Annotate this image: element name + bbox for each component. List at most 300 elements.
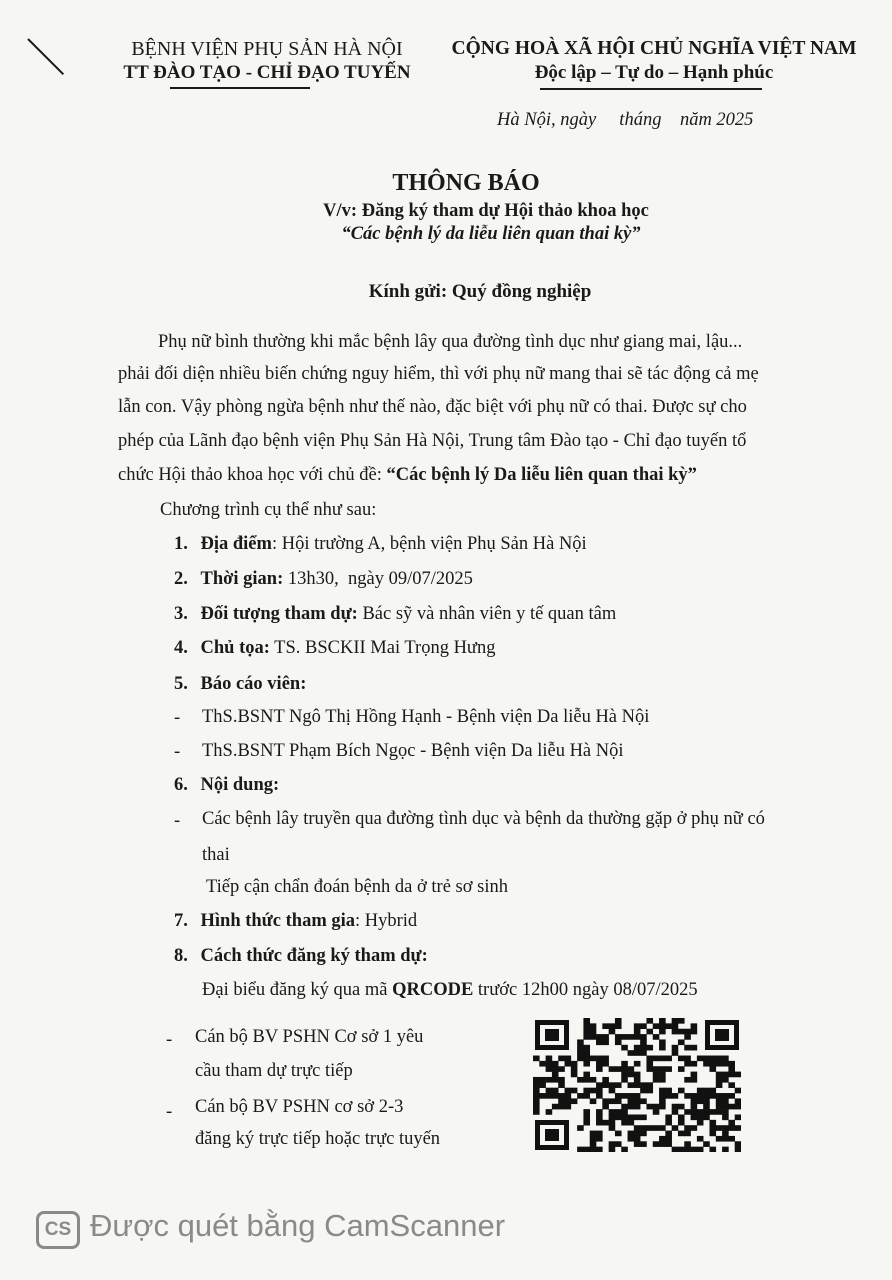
qr-module: [634, 1023, 641, 1029]
qr-module: [646, 1104, 653, 1110]
qr-module: [691, 1045, 698, 1051]
qr-module: [684, 1093, 691, 1099]
qr-module: [684, 1147, 691, 1152]
qr-module: [583, 1018, 590, 1024]
qr-module: [735, 1147, 741, 1152]
qr-module: [539, 1061, 546, 1067]
qr-module: [628, 1136, 635, 1142]
item-number: 1.: [174, 534, 188, 554]
qr-module: [552, 1093, 559, 1099]
qr-module: [571, 1072, 578, 1078]
qr-module: [590, 1141, 597, 1147]
qr-module: [709, 1147, 716, 1152]
qr-module: [646, 1045, 653, 1051]
qr-module: [596, 1147, 603, 1152]
qr-module: [653, 1072, 660, 1078]
qr-module: [691, 1147, 698, 1152]
qr-module: [665, 1114, 672, 1120]
qr-module: [678, 1147, 685, 1152]
document-date: Hà Nội, ngày tháng năm 2025: [497, 110, 754, 130]
qr-module: [703, 1109, 710, 1115]
qr-module: [672, 1018, 679, 1024]
qr-module: [533, 1056, 540, 1062]
qr-module: [640, 1141, 647, 1147]
qr-module: [691, 1125, 698, 1131]
qr-module: [659, 1072, 666, 1078]
qr-module: [722, 1098, 729, 1104]
qr-module: [621, 1114, 628, 1120]
qr-module: [565, 1104, 572, 1110]
qr-module: [596, 1034, 603, 1040]
item-number: 7.: [174, 911, 188, 931]
qr-module: [722, 1061, 729, 1067]
qr-module: [659, 1056, 666, 1062]
item-label: Nội dung:: [200, 775, 280, 795]
org-underline: [170, 87, 310, 89]
qr-module: [615, 1039, 622, 1045]
qr-module: [596, 1093, 603, 1099]
qr-module: [577, 1050, 584, 1056]
qr-module: [609, 1141, 616, 1147]
qr-module: [722, 1072, 729, 1078]
qr-module: [621, 1109, 628, 1115]
qr-module: [609, 1029, 616, 1035]
qr-module: [533, 1098, 540, 1104]
qr-module: [640, 1131, 647, 1137]
qr-module: [628, 1082, 635, 1088]
qr-module: [596, 1088, 603, 1094]
qr-module: [735, 1125, 741, 1131]
qr-module: [659, 1029, 666, 1035]
qr-module: [665, 1056, 672, 1062]
speaker-dash: -: [174, 708, 181, 728]
qr-module: [539, 1077, 546, 1083]
qr-module: [735, 1072, 741, 1078]
qr-module: [602, 1104, 609, 1110]
qr-module: [615, 1093, 622, 1099]
item-audience: [174, 603, 616, 625]
qr-module: [697, 1114, 704, 1120]
item-label: Đối tượng tham dự:: [200, 604, 358, 624]
qr-module: [678, 1066, 685, 1072]
speaker-2: ThS.BSNT Phạm Bích Ngọc - Bệnh viện Da liễu Hà Nội: [202, 741, 624, 761]
qr-module: [716, 1082, 723, 1088]
qr-module: [609, 1066, 616, 1072]
qr-module: [565, 1061, 572, 1067]
qr-module: [640, 1125, 647, 1131]
qr-module: [684, 1034, 691, 1040]
qr-module: [583, 1120, 590, 1126]
qr-module: [672, 1125, 679, 1131]
qr-module: [602, 1082, 609, 1088]
qr-module: [596, 1039, 603, 1045]
qr-module: [628, 1104, 635, 1110]
qr-module: [735, 1104, 741, 1110]
qr-module: [558, 1093, 565, 1099]
qr-module: [590, 1147, 597, 1152]
qr-module: [615, 1141, 622, 1147]
qr-module: [640, 1088, 647, 1094]
qr-module: [665, 1120, 672, 1126]
qr-module: [722, 1104, 729, 1110]
qr-module: [640, 1098, 647, 1104]
bullet-dash: -: [166, 1102, 173, 1122]
org-department: TT ĐÀO TẠO - CHỈ ĐẠO TUYẾN: [123, 62, 411, 83]
qr-module: [653, 1109, 660, 1115]
qr-module: [684, 1045, 691, 1051]
qr-module: [646, 1088, 653, 1094]
qr-module: [659, 1018, 666, 1024]
qr-module: [621, 1120, 628, 1126]
qr-module: [596, 1082, 603, 1088]
registration-deadline: trước 12h00 ngày 08/07/2025: [473, 980, 698, 1000]
qr-module: [691, 1093, 698, 1099]
qr-module: [583, 1072, 590, 1078]
qr-module: [590, 1056, 597, 1062]
intro-line-2: phải đối diện nhiều biến chứng nguy hiểm, thì với phụ nữ mang thai sẽ tác động cả mẹ: [118, 364, 759, 384]
qr-module: [678, 1120, 685, 1126]
qr-module: [659, 1077, 666, 1083]
bullet-2-line1: Cán bộ BV PSHN cơ sở 2-3: [195, 1097, 404, 1117]
qr-module: [558, 1104, 565, 1110]
qr-module: [621, 1045, 628, 1051]
qr-module: [709, 1131, 716, 1137]
content-dash: -: [174, 811, 181, 831]
qr-module: [678, 1039, 685, 1045]
qr-module: [590, 1034, 597, 1040]
qr-module: [577, 1147, 584, 1152]
qr-module: [672, 1109, 679, 1115]
item-time: [174, 568, 473, 590]
qr-module: [609, 1109, 616, 1115]
qr-module: [640, 1023, 647, 1029]
qr-module: [728, 1066, 735, 1072]
qr-module: [659, 1104, 666, 1110]
qr-module: [672, 1050, 679, 1056]
qr-module: [609, 1023, 616, 1029]
qr-module: [628, 1072, 635, 1078]
qr-module: [590, 1098, 597, 1104]
qr-module: [728, 1072, 735, 1078]
qr-module: [577, 1039, 584, 1045]
qr-module: [646, 1029, 653, 1035]
qr-module: [596, 1109, 603, 1115]
document-subject-line2: “Các bệnh lý da liễu liên quan thai kỳ”: [341, 224, 641, 244]
qr-module: [697, 1120, 704, 1126]
qr-module: [602, 1023, 609, 1029]
item-speakers: [174, 673, 306, 695]
qr-module: [646, 1056, 653, 1062]
qr-module: [709, 1061, 716, 1067]
qr-module: [659, 1136, 666, 1142]
qr-module: [722, 1125, 729, 1131]
intro-line-5: [118, 464, 697, 486]
qr-module: [596, 1066, 603, 1072]
qr-module: [583, 1093, 590, 1099]
qr-module: [697, 1147, 704, 1152]
qr-module: [703, 1114, 710, 1120]
qr-module: [628, 1131, 635, 1137]
qr-module: [615, 1109, 622, 1115]
qr-module: [653, 1023, 660, 1029]
qr-module: [628, 1066, 635, 1072]
item-label: Thời gian:: [200, 569, 284, 589]
qr-module: [615, 1131, 622, 1137]
item-label: Chủ tọa:: [200, 638, 270, 658]
qr-module: [659, 1098, 666, 1104]
item-value: : Hội trường A, bệnh viện Phụ Sản Hà Nội: [271, 534, 587, 554]
item-location: [174, 533, 587, 555]
qr-module: [735, 1114, 741, 1120]
qr-module: [533, 1077, 540, 1083]
qr-module: [583, 1029, 590, 1035]
salutation: Kính gửi: Quý đồng nghiệp: [368, 281, 592, 302]
qr-module: [697, 1098, 704, 1104]
qr-module: [691, 1104, 698, 1110]
country-motto: Độc lập – Tự do – Hạnh phúc: [534, 62, 774, 83]
qr-module: [665, 1093, 672, 1099]
qr-module: [577, 1056, 584, 1062]
qr-module: [672, 1029, 679, 1035]
qr-module: [665, 1131, 672, 1137]
qr-module: [709, 1125, 716, 1131]
qr-module: [621, 1061, 628, 1067]
qr-module: [709, 1093, 716, 1099]
qr-module: [728, 1125, 735, 1131]
qr-module: [722, 1077, 729, 1083]
qr-module: [634, 1050, 641, 1056]
qr-module: [716, 1109, 723, 1115]
qr-module: [659, 1045, 666, 1051]
qr-module: [691, 1023, 698, 1029]
qr-module: [615, 1098, 622, 1104]
qr-module: [640, 1034, 647, 1040]
content-item-1-line1: Các bệnh lây truyền qua đường tình dục và bệnh da thường gặp ở phụ nữ có: [202, 809, 765, 829]
item-registration: [174, 945, 428, 967]
qr-module: [634, 1034, 641, 1040]
qr-module: [552, 1066, 559, 1072]
qr-module: [728, 1136, 735, 1142]
qr-module: [596, 1114, 603, 1120]
qr-module: [716, 1136, 723, 1142]
qr-module: [565, 1093, 572, 1099]
qr-module: [596, 1056, 603, 1062]
qr-module: [703, 1056, 710, 1062]
org-name: BỆNH VIỆN PHỤ SẢN HÀ NỘI: [131, 38, 403, 60]
qr-module: [659, 1125, 666, 1131]
qr-module: [609, 1114, 616, 1120]
qr-module: [678, 1018, 685, 1024]
qr-module: [621, 1093, 628, 1099]
motto-underline: [540, 88, 762, 90]
qr-module: [716, 1104, 723, 1110]
qr-module: [728, 1082, 735, 1088]
qr-module: [546, 1061, 553, 1067]
qr-module: [634, 1082, 641, 1088]
qr-module: [634, 1141, 641, 1147]
qr-module: [565, 1098, 572, 1104]
qr-module: [691, 1114, 698, 1120]
qr-module: [621, 1034, 628, 1040]
qr-module: [621, 1104, 628, 1110]
qr-module: [665, 1066, 672, 1072]
document-title: THÔNG BÁO: [392, 170, 540, 196]
qr-module: [634, 1093, 641, 1099]
intro-line-1: Phụ nữ bình thường khi mắc bệnh lây qua đường tình dục như giang mai, lậu...: [158, 332, 743, 352]
qr-module: [703, 1093, 710, 1099]
qr-module: [609, 1120, 616, 1126]
qr-module: [640, 1050, 647, 1056]
qr-module: [546, 1056, 553, 1062]
bullet-2-line2: đăng ký trực tiếp hoặc trực tuyến: [195, 1129, 441, 1149]
item-number: 2.: [174, 569, 188, 589]
qr-module: [628, 1114, 635, 1120]
qr-module: [571, 1061, 578, 1067]
qr-module: [602, 1061, 609, 1067]
qr-module: [697, 1136, 704, 1142]
qr-module: [684, 1125, 691, 1131]
qr-module: [716, 1098, 723, 1104]
qr-module: [728, 1061, 735, 1067]
country-name: CỘNG HOÀ XÃ HỘI CHỦ NGHĨA VIỆT NAM: [451, 38, 857, 59]
item-value: Bác sỹ và nhân viên y tế quan tâm: [357, 604, 617, 624]
qr-module: [697, 1109, 704, 1115]
qr-module: [596, 1131, 603, 1137]
item-format: [174, 910, 417, 932]
qr-module: [546, 1093, 553, 1099]
qr-module: [615, 1114, 622, 1120]
content-item-1-line2: thai: [202, 845, 230, 865]
qr-module: [558, 1082, 565, 1088]
qr-module: [640, 1045, 647, 1051]
item-label: Báo cáo viên:: [200, 674, 307, 694]
qr-module: [684, 1131, 691, 1137]
qr-module: [583, 1147, 590, 1152]
qr-module: [615, 1034, 622, 1040]
qr-module: [634, 1061, 641, 1067]
qr-module: [634, 1136, 641, 1142]
registration-qr-code[interactable]: [533, 1018, 741, 1152]
qr-module: [596, 1120, 603, 1126]
qr-module: [672, 1147, 679, 1152]
document-subject-line1: V/v: Đăng ký tham dự Hội thảo khoa học: [323, 201, 649, 221]
qr-module: [691, 1072, 698, 1078]
qr-module: [602, 1034, 609, 1040]
qr-module: [590, 1136, 597, 1142]
qr-module: [672, 1093, 679, 1099]
qr-module: [590, 1023, 597, 1029]
item-content: [174, 774, 279, 796]
qr-module: [716, 1056, 723, 1062]
qr-module: [659, 1066, 666, 1072]
qr-module: [691, 1109, 698, 1115]
qr-module: [678, 1056, 685, 1062]
qr-module: [533, 1088, 540, 1094]
qr-module: [653, 1104, 660, 1110]
qr-module: [672, 1023, 679, 1029]
qr-module: [609, 1098, 616, 1104]
qr-module: [716, 1093, 723, 1099]
qr-module: [735, 1141, 741, 1147]
camscanner-watermark: Được quét bằng CamScanner: [90, 1208, 506, 1243]
qr-module: [684, 1141, 691, 1147]
qr-module: [571, 1098, 578, 1104]
qr-module: [678, 1114, 685, 1120]
qr-module: [533, 1082, 540, 1088]
qr-module: [659, 1039, 666, 1045]
qr-module: [684, 1061, 691, 1067]
item-chair: [174, 637, 495, 659]
qr-module: [728, 1104, 735, 1110]
qr-module: [678, 1029, 685, 1035]
item-number: 6.: [174, 775, 188, 795]
qr-module: [596, 1061, 603, 1067]
qr-module: [691, 1077, 698, 1083]
item-number: 5.: [174, 674, 188, 694]
qr-module: [634, 1072, 641, 1078]
qr-module: [577, 1045, 584, 1051]
qr-module: [684, 1056, 691, 1062]
qr-module: [646, 1125, 653, 1131]
qr-module: [703, 1104, 710, 1110]
qr-module: [577, 1093, 584, 1099]
intro-line-4: phép của Lãnh đạo bệnh viện Phụ Sản Hà Nội, Trung tâm Đào tạo - Chỉ đạo tuyến tổ: [118, 431, 747, 451]
qr-module: [583, 1109, 590, 1115]
qr-module: [709, 1120, 716, 1126]
qr-module: [634, 1098, 641, 1104]
qr-module: [628, 1093, 635, 1099]
item-value: 13h30, ngày 09/07/2025: [283, 569, 473, 589]
qr-module: [697, 1088, 704, 1094]
qr-module: [602, 1098, 609, 1104]
qr-module: [552, 1088, 559, 1094]
qr-module: [646, 1061, 653, 1067]
qr-module: [602, 1077, 609, 1083]
qr-module: [665, 1136, 672, 1142]
program-intro: Chương trình cụ thể như sau:: [160, 500, 377, 520]
qr-module: [533, 1104, 540, 1110]
qr-module: [615, 1082, 622, 1088]
item-label: Hình thức tham gia: [200, 911, 355, 931]
qr-module: [583, 1050, 590, 1056]
qr-module: [653, 1066, 660, 1072]
qr-module: [653, 1034, 660, 1040]
qr-module: [615, 1018, 622, 1024]
qr-module: [590, 1077, 597, 1083]
qr-module: [583, 1023, 590, 1029]
qr-module: [703, 1088, 710, 1094]
qr-module: [722, 1136, 729, 1142]
intro-line-3: lẫn con. Vậy phòng ngừa bệnh như thế nào, đặc biệt với phụ nữ có thai. Được sự cho: [118, 397, 747, 417]
qr-module: [640, 1082, 647, 1088]
item-value: : Hybrid: [355, 911, 418, 931]
qr-module: [583, 1061, 590, 1067]
qr-module: [703, 1098, 710, 1104]
qr-module: [722, 1114, 729, 1120]
qr-module: [722, 1109, 729, 1115]
qr-module: [735, 1088, 741, 1094]
qr-module: [602, 1120, 609, 1126]
qr-module: [735, 1098, 741, 1104]
qr-module: [558, 1056, 565, 1062]
qr-module: [653, 1141, 660, 1147]
registration-text: Đại biểu đăng ký qua mã: [202, 980, 393, 1000]
qr-module: [634, 1045, 641, 1051]
qr-module: [684, 1029, 691, 1035]
qr-module: [558, 1098, 565, 1104]
qr-module: [583, 1077, 590, 1083]
qr-module: [546, 1077, 553, 1083]
